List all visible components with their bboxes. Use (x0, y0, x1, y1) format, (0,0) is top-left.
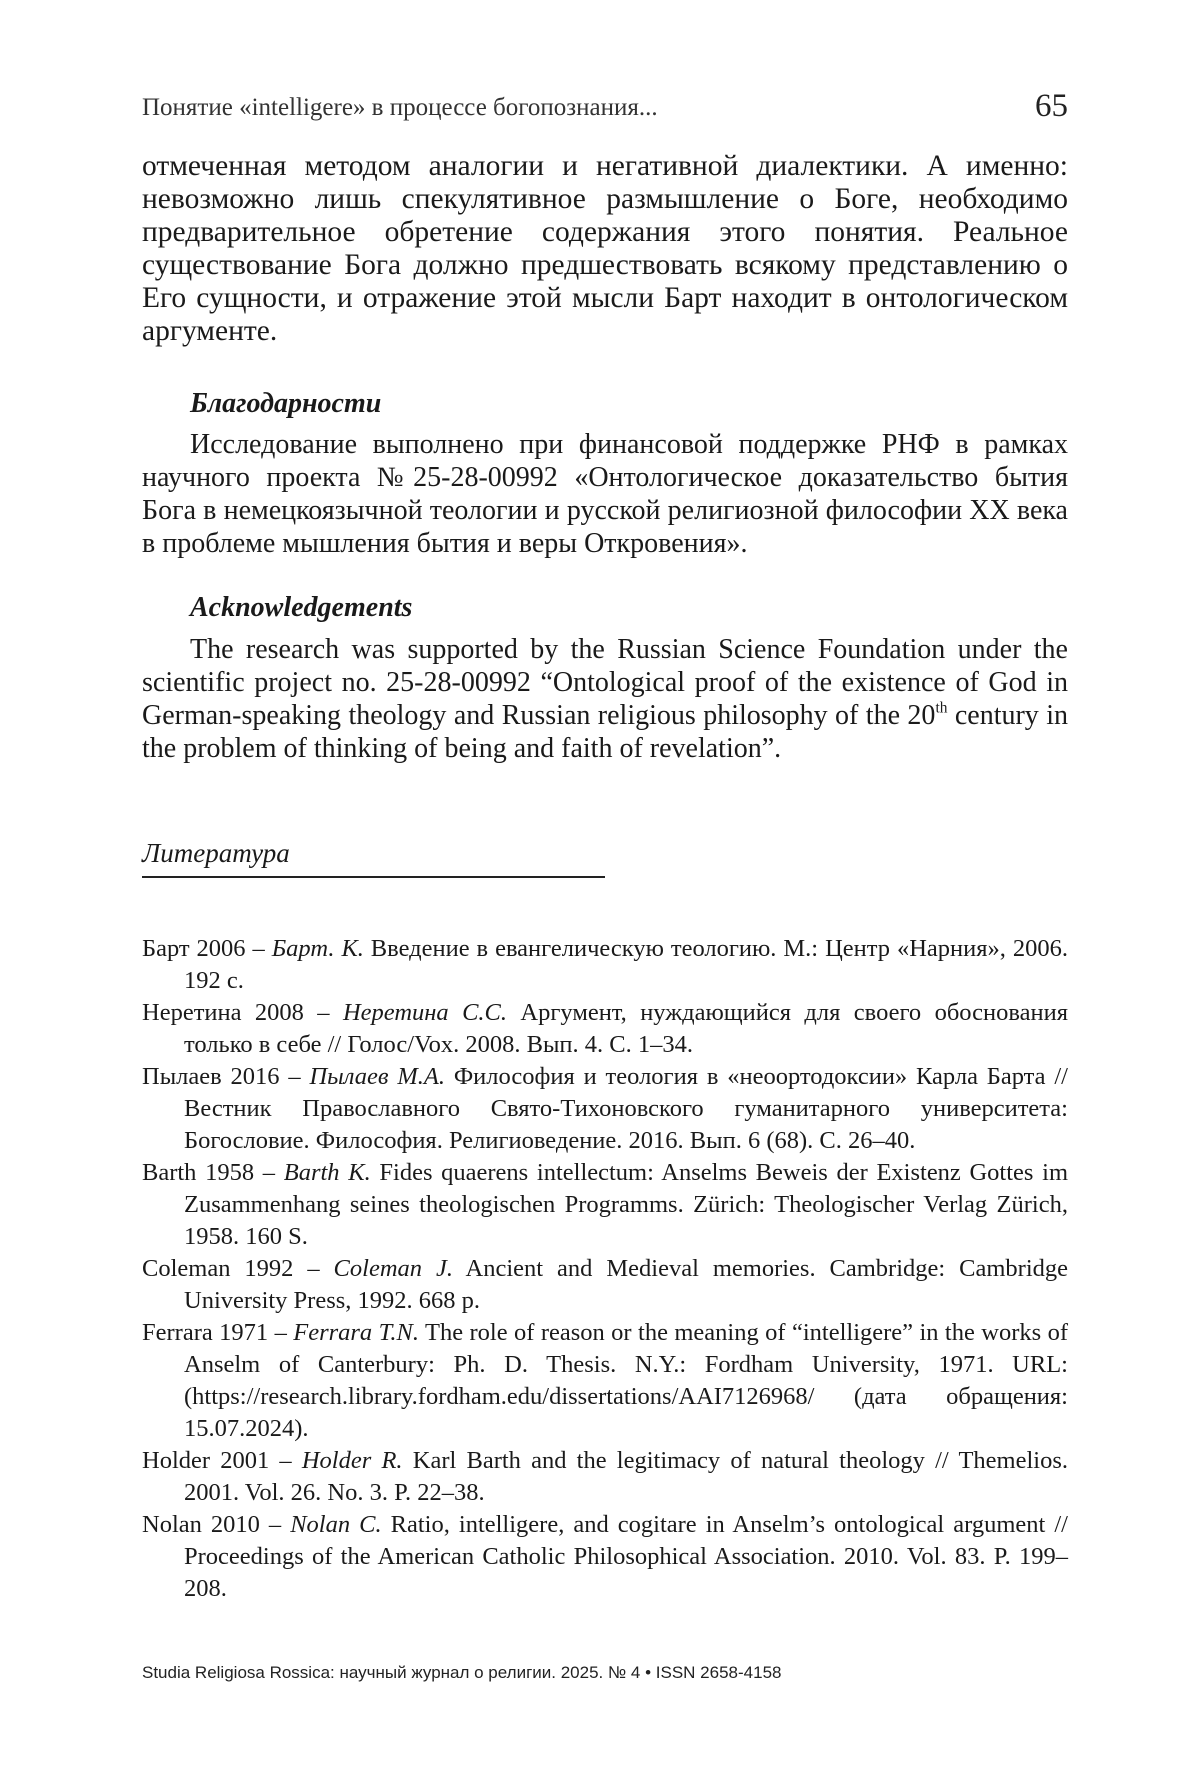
reference-author: Nolan C. (290, 1511, 382, 1538)
reference-key: Holder 2001 – (142, 1447, 302, 1474)
reference-key: Барт 2006 – (142, 935, 272, 962)
reference-item (142, 1445, 1068, 1509)
reference-details: Ancient and Medieval memories. Cambridge: Cambridge University Press, 1992. 668 p. (184, 1255, 1068, 1314)
reference-item (142, 1317, 1068, 1445)
reference-details: Karl Barth and the legitimacy of natural theology // Themelios. 2001. Vol. 26. No. 3. P. 22–38. (184, 1447, 1069, 1506)
reference-details: The role of reason or the meaning of “intelligere” in the works of Anselm of Canterbury: Ph. D. Thesis. N.Y.: Fordham University, 1971. URL: (https://research.library.fordham.edu/dissertations/AAI7126968/ (дата обращения: 15.07.2024). (184, 1319, 1068, 1442)
reference-author: Barth K. (283, 1159, 371, 1186)
reference-details: Философия и теология в «неоортодоксии» Карла Барта // Вестник Православного Свято-Тихоновского гуманитарного университета: Богословие. Философия. Религиоведение. 2016. Вып. 6 (68). С. 26–40. (184, 1063, 1068, 1154)
reference-author: Holder R. (301, 1447, 403, 1474)
reference-key: Неретина 2008 – (142, 999, 343, 1026)
reference-item (142, 997, 1068, 1061)
running-title: Понятие «intelligere» в процессе богопознания... (142, 94, 658, 121)
reference-item (142, 1509, 1068, 1605)
acknowledgements-ru-text: Исследование выполнено при финансовой поддержке РНФ в рамках научного проекта №25-28-00992 «Онтологическое доказательство бытия Бога в немецкоязычной теологии и русской религиозной философии XX века в проблеме мышления бытия и веры Откровения». (142, 429, 1068, 559)
acknowledgements-en-title: Acknowledgements (190, 592, 413, 623)
ordinal-suffix: th (935, 699, 948, 717)
journal-footer: Studia Religiosa Rossica: научный журнал о религии. 2025. № 4 • ISSN 2658-4158 (142, 1663, 782, 1682)
reference-item (142, 933, 1068, 997)
reference-author: Неретина С.С. (342, 999, 507, 1026)
reference-key: Barth 1958 – (142, 1159, 284, 1186)
reference-author: Ferrara T.N. (293, 1319, 419, 1346)
reference-details: Fides quaerens intellectum: Anselms Beweis der Existenz Gottes im Zusammenhang seines theologischen Programms. Zürich: Theologischer Verlag Zürich, 1958. 160 S. (184, 1159, 1069, 1250)
acknowledgements-en-text-end: century in the problem of thinking of being and faith of revelation”. (142, 700, 1068, 764)
acknowledgements-en-text (142, 633, 1068, 765)
reference-author: Пылаев М.А. (309, 1063, 445, 1090)
reference-details: Введение в евангелическую теологию. М.: Центр «Нарния», 2006. 192 с. (184, 935, 1069, 994)
reference-key: Ferrara 1971 – (142, 1319, 294, 1346)
reference-item (142, 1253, 1068, 1317)
reference-details: Ratio, intelligere, and cogitare in Anselm’s ontological argument // Proceedings of the American Catholic Philosophical Association. 2010. Vol. 83. P. 199–208. (184, 1511, 1068, 1602)
references-heading: Литература (142, 838, 605, 878)
reference-item (142, 1061, 1068, 1157)
reference-author: Coleman J. (333, 1255, 453, 1282)
acknowledgements-en-text-main: The research was supported by the Russian Science Foundation under the scientific project no. 25-28-00992 “Ontological proof of the existence of God in German-speaking theology and Russian religious philosophy of the 20 (142, 634, 1068, 731)
body-paragraph: отмеченная методом аналогии и негативной диалектики. А именно: невозможно лишь спекулятивное размышление о Боге, необходимо предварительное обретение содержания этого понятия. Реальное существование Бога должно предшествовать всякому представлению о Его сущности, и отражение этой мысли Барт находит в онтологическом аргументе. (142, 150, 1068, 347)
reference-key: Coleman 1992 – (142, 1255, 334, 1282)
reference-key: Пылаев 2016 – (142, 1063, 310, 1090)
reference-author: Барт. К. (271, 935, 364, 962)
reference-details: Аргумент, нуждающийся для своего обоснования только в себе // Голос/Vox. 2008. Вып. 4. С. 1–34. (184, 999, 1068, 1058)
reference-key: Nolan 2010 – (142, 1511, 291, 1538)
reference-item (142, 1157, 1068, 1253)
references-list (142, 933, 1068, 1605)
page-number: 65 (1035, 88, 1068, 124)
running-head (142, 88, 1068, 128)
acknowledgements-ru-title: Благодарности (190, 388, 382, 419)
